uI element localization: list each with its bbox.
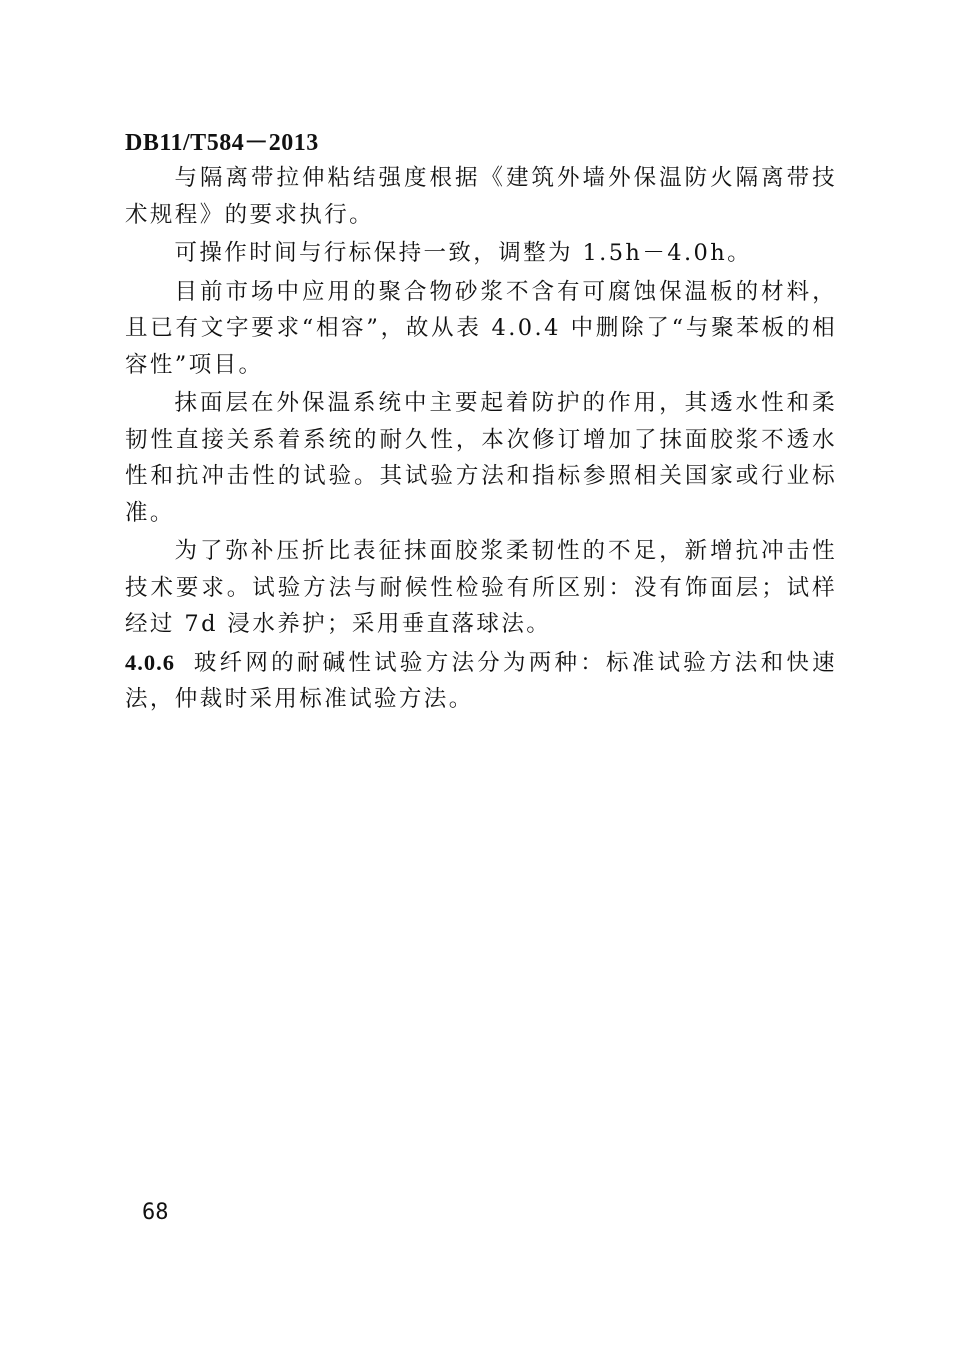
clause-4-0-6	[125, 645, 837, 718]
paragraph-impact-resistance: 为了弥补压折比表征抹面胶浆柔韧性的不足，新增抗冲击性技术要求。试验方法与耐候性检验有所区别：没有饰面层；试样经过 7d 浸水养护；采用垂直落球法。	[125, 538, 837, 637]
page-number: 68	[142, 1200, 169, 1225]
clause-number: 4.0.6	[125, 649, 175, 675]
document-code-header: DB11/T584－2013	[125, 130, 319, 156]
paragraph-compatibility: 目前市场中应用的聚合物砂浆不含有可腐蚀保温板的材料，且已有文字要求“相容”，故从表 4.0.4 中删除了“与聚苯板的相容性”项目。	[125, 278, 837, 378]
body-text	[125, 160, 837, 720]
paragraph-separation-strength: 与隔离带拉伸粘结强度根据《建筑外墙外保温防火隔离带技术规程》的要求执行。	[125, 165, 837, 228]
clause-text: 玻纤网的耐碱性试验方法分为两种：标准试验方法和快速法，仲裁时采用标准试验方法。	[125, 649, 837, 712]
paragraph-operable-time: 可操作时间与行标保持一致，调整为 1.5h－4.0h。	[174, 240, 752, 266]
paragraph-plaster-layer: 抹面层在外保温系统中主要起着防护的作用，其透水性和柔韧性直接关系着系统的耐久性，本次修订增加了抹面胶浆不透水性和抗冲击性的试验。其试验方法和指标参照相关国家或行业标准。	[125, 390, 837, 526]
